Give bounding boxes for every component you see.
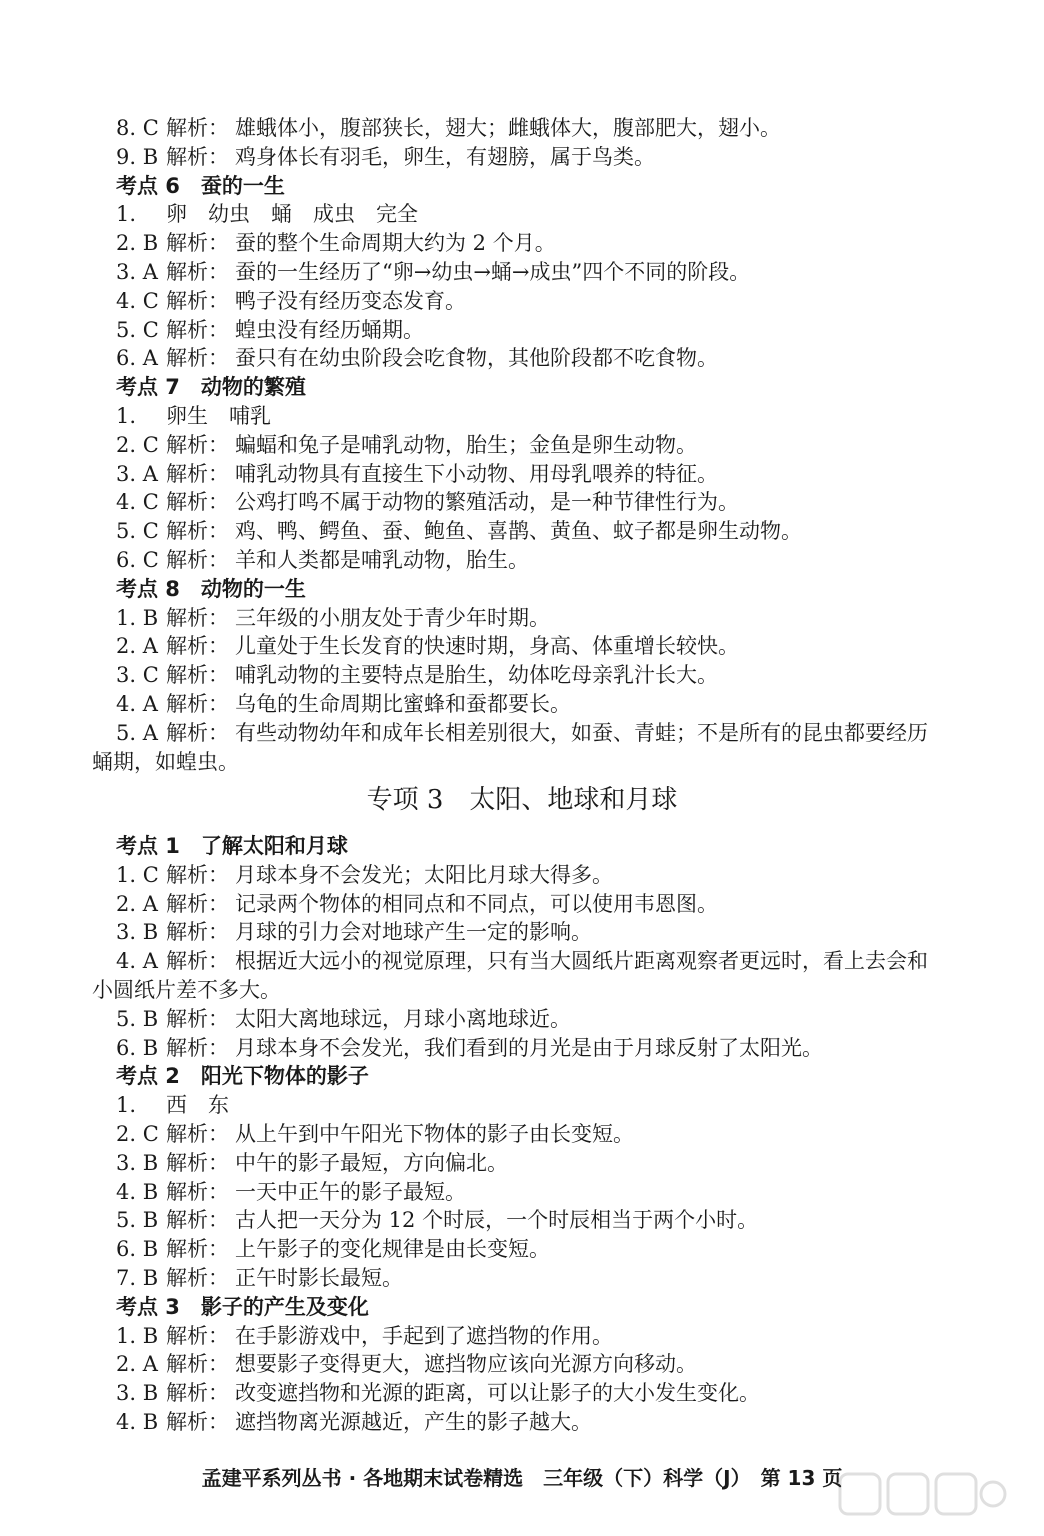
analysis-label: 解析： [166,548,229,572]
answer-line [116,890,718,918]
answer-text: 儿童处于生长发育的快速时期，身高、体重增长较快。 [235,634,739,659]
answer-line [116,258,750,286]
analysis-label: 解析： [166,346,229,371]
answer-text: 古人把一天分为 12 个时辰，一个时辰相当于两个小时。 [235,1208,759,1233]
answer-line [116,1178,466,1206]
answer-number: 2. A [116,891,158,916]
answer-line [116,1264,403,1292]
answer-number: 2. A [116,1352,158,1377]
analysis-label: 解析： [166,432,229,457]
answer-text: 卵 幼虫 蛹 成虫 完全 [166,202,418,227]
answer-line [116,947,928,975]
watermark-logo-icon [838,1470,1008,1520]
analysis-label: 解析： [166,720,229,745]
answer-number: 6. C [116,548,159,572]
answer-number: 9. B [116,144,159,169]
analysis-label: 解析： [166,1381,229,1406]
analysis-label: 解析： [166,317,229,342]
analysis-label: 解析： [166,1208,229,1233]
answer-line [116,1322,613,1350]
answer-number: 4. B [116,1410,159,1434]
answer-number: 6. B [116,1035,159,1060]
answer-text: 蚕的一生经历了“卵→幼虫→蛹→成虫”四个不同的阶段。 [235,260,751,284]
answer-text: 蚕的整个生命周期大约为 2 个月。 [235,231,556,256]
answer-line [116,690,571,718]
answer-number: 3. A [116,260,158,284]
answer-line [116,861,613,889]
answer-line [116,546,529,574]
analysis-label: 解析： [166,1266,229,1290]
answer-text: 鸡身体长有羽毛，卵生，有翅膀，属于鸟类。 [235,144,655,169]
point-heading: 考点 6 蚕的一生 [116,173,285,198]
answer-text: 月球本身不会发光，我们看到的月光是由于月球反射了太阳光。 [235,1035,823,1060]
answer-line [116,1350,697,1378]
continuation-line: 小圆纸片差不多大。 [92,978,281,1002]
answer-number: 1. C [116,862,159,887]
answer-text: 从上午到中午阳光下物体的影子由长变短。 [235,1122,634,1146]
answer-text: 有些动物幼年和成年长相差别很大，如蚕、青蛙；不是所有的昆虫都要经历 [235,720,928,745]
answer-line [116,114,781,142]
point-heading: 考点 3 影子的产生及变化 [116,1294,369,1319]
answer-text: 羊和人类都是哺乳动物，胎生。 [235,548,529,572]
answer-line [116,1149,508,1177]
answer-line [116,719,928,747]
answer-line [116,1120,634,1148]
point-heading: 考点 2 阳光下物体的影子 [116,1064,369,1089]
answer-number: 4. A [116,692,158,716]
analysis-label: 解析： [166,1122,229,1146]
answer-text: 正午时影长最短。 [235,1266,403,1290]
answer-text: 哺乳动物的主要特点是胎生，幼体吃母亲乳汁长大。 [235,663,718,688]
answer-line [116,229,556,257]
answer-text: 雄蛾体小，腹部狭长，翅大；雌蛾体大，腹部肥大，翅小。 [235,116,781,140]
analysis-label: 解析： [166,862,229,887]
answer-text: 乌龟的生命周期比蜜蜂和蚕都要长。 [235,692,571,716]
answer-text: 改变遮挡物和光源的距离，可以让影子的大小发生变化。 [235,1381,760,1406]
answer-text: 公鸡打鸣不属于动物的繁殖活动，是一种节律性行为。 [235,490,739,515]
answer-line [116,460,718,488]
answer-number: 4. C [116,288,159,313]
answer-number: 5. B [116,1006,159,1031]
point-heading: 考点 8 动物的一生 [116,576,306,601]
answer-text: 一天中正午的影子最短。 [235,1179,466,1204]
analysis-label: 解析： [166,634,229,659]
answer-number: 5. B [116,1208,159,1233]
answer-text: 月球的引力会对地球产生一定的影响。 [235,920,592,945]
analysis-label: 解析： [166,1323,229,1348]
analysis-label: 解析： [166,1410,229,1434]
answer-line [116,316,424,344]
answer-number: 8. C [116,116,159,140]
answer-line [116,661,718,689]
answer-number: 4. C [116,490,159,515]
answer-number: 3. C [116,663,159,688]
analysis-label: 解析： [166,519,229,544]
answer-number: 2. C [116,432,159,457]
answer-text: 月球本身不会发光；太阳比月球大得多。 [235,862,613,887]
analysis-label: 解析： [166,891,229,916]
answer-number: 1. B [116,1323,159,1348]
answer-line [116,1091,229,1119]
analysis-label: 解析： [166,461,229,486]
answer-number: 1. [116,404,137,428]
analysis-label: 解析： [166,1006,229,1031]
section-title: 专项 3 太阳、地球和月球 [366,785,678,815]
analysis-label: 解析： [166,605,229,630]
answer-text: 三年级的小朋友处于青少年时期。 [235,605,550,630]
answer-line [116,1005,571,1033]
analysis-label: 解析： [166,692,229,716]
answer-line [116,604,550,632]
answer-number: 5. C [116,519,159,544]
point-heading: 考点 1 了解太阳和月球 [116,834,348,858]
answer-line [116,431,697,459]
analysis-label: 解析： [166,1035,229,1060]
answer-text: 西 东 [166,1093,229,1118]
answer-line [116,200,418,228]
answer-text: 鸡、鸭、鳄鱼、蚕、鲍鱼、喜鹊、黄鱼、蚊子都是卵生动物。 [235,519,802,544]
analysis-label: 解析： [166,116,229,140]
answer-number: 2. A [116,634,158,659]
answer-number: 4. A [116,949,158,974]
answer-number: 5. A [116,720,158,745]
answer-number: 7. B [116,1266,159,1290]
answer-text: 根据近大远小的视觉原理，只有当大圆纸片距离观察者更远时，看上去会和 [235,949,928,974]
answer-line [116,1408,592,1436]
answer-number: 3. B [116,1150,159,1175]
answer-text: 上午影子的变化规律是由长变短。 [235,1237,550,1262]
answer-line [116,1235,550,1263]
answer-line [116,143,655,171]
answer-text: 蚕只有在幼虫阶段会吃食物，其他阶段都不吃食物。 [235,346,718,371]
answer-number: 3. B [116,920,159,945]
answer-number: 3. B [116,1381,159,1406]
answer-number: 6. B [116,1237,159,1262]
analysis-label: 解析： [166,288,229,313]
answer-text: 在手影游戏中，手起到了遮挡物的作用。 [235,1323,613,1348]
answer-number: 3. A [116,461,158,486]
analysis-label: 解析： [166,260,229,284]
answer-number: 4. B [116,1179,159,1204]
answer-number: 2. B [116,231,159,256]
analysis-label: 解析： [166,1237,229,1262]
answer-text: 遮挡物离光源越近，产生的影子越大。 [235,1410,592,1434]
answer-line [116,517,802,545]
analysis-label: 解析： [166,949,229,974]
point-heading: 考点 7 动物的繁殖 [116,375,306,400]
analysis-label: 解析： [166,1179,229,1204]
answer-line [116,402,271,430]
answer-line [116,632,739,660]
answer-line [116,344,718,372]
answer-line [116,1034,823,1062]
answer-number: 1. B [116,605,159,630]
answer-text: 卵生 哺乳 [166,404,271,428]
page-footer: 孟建平系列丛书 · 各地期末试卷精选 三年级（下）科学（J） 第 13 页 [201,1466,843,1490]
answer-text: 中午的影子最短，方向偏北。 [235,1150,508,1175]
answer-line [116,918,592,946]
answer-text: 蝗虫没有经历蛹期。 [235,317,424,342]
analysis-label: 解析： [166,663,229,688]
analysis-label: 解析： [166,1352,229,1377]
answer-line [116,1379,760,1407]
answer-text: 蝙蝠和兔子是哺乳动物，胎生；金鱼是卵生动物。 [235,432,697,457]
answer-number: 1. [116,202,137,227]
answer-number: 2. C [116,1122,159,1146]
answer-text: 太阳大离地球远，月球小离地球近。 [235,1006,571,1031]
answer-line [116,488,739,516]
analysis-label: 解析： [166,144,229,169]
analysis-label: 解析： [166,1150,229,1175]
answer-text: 想要影子变得更大，遮挡物应该向光源方向移动。 [235,1352,697,1377]
analysis-label: 解析： [166,490,229,515]
continuation-line: 蛹期，如蝗虫。 [92,749,239,774]
answer-text: 鸭子没有经历变态发育。 [235,288,466,313]
answer-line [116,1206,758,1234]
analysis-label: 解析： [166,231,229,256]
answer-number: 5. C [116,317,159,342]
answer-number: 6. A [116,346,158,371]
analysis-label: 解析： [166,920,229,945]
answer-number: 1. [116,1093,137,1118]
answer-text: 记录两个物体的相同点和不同点，可以使用韦恩图。 [235,891,718,916]
answer-line [116,287,466,315]
answer-text: 哺乳动物具有直接生下小动物、用母乳喂养的特征。 [235,461,718,486]
